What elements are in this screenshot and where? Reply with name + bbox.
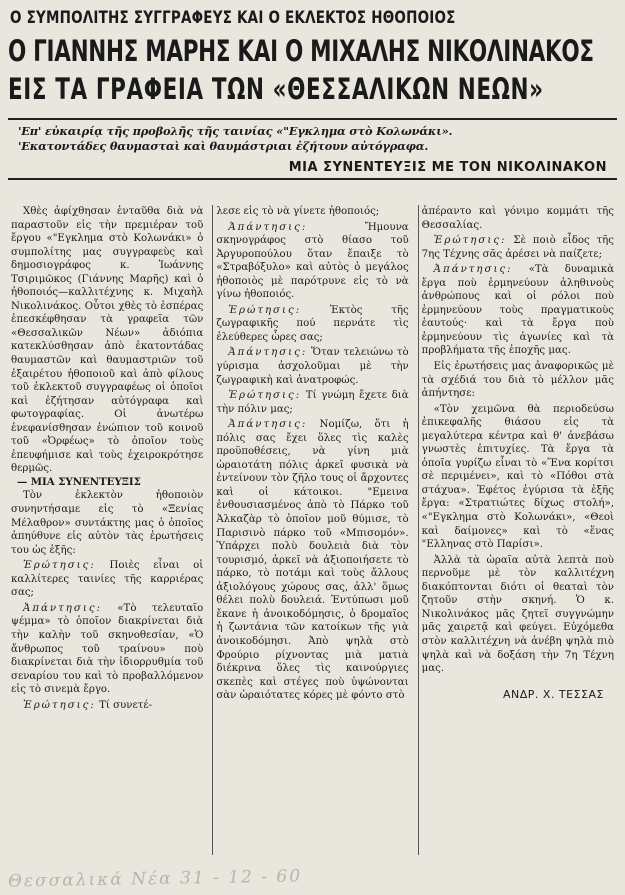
question-text: Τί συνετέ- — [99, 699, 153, 711]
answer-text: Νομίζω, ὅτι ἡ πόλις σας ἔχει ὅλες τὶς καλὲς προϋποθέσεις, νὰ γίνη μιὰ ὡραιοτάτη πόλις ἀρκεῖ φυσικὰ νὰ ἐντείνουν τὸν ζῆλο τους οἱ ἄρχοντες καὶ οἱ κάτοικοι. "Εμεινα ἐνθουσιασμένος ἀπὸ τὸ Πάρκο τοῦ Ἀλκαζὰρ τὸ ὁποῖον μοῦ θύμισε, τὸ Παρισινὸ πάρκο τοῦ «Μπισομόν». Ὑπάρχει πολὺ δουλειὰ διὰ τὸν τουρισμό, ἀρκεῖ νὰ ἀξιοποιήσετε τὸ πάρκο, τὸ ποτάμι καὶ τοὺς ἄλλους ἀξιολόγους χώρους σας, ἀλλ' ὅμως θέλει πολὺ δουλειά. Ἐντύπωσι μοῦ ἔκανε ἡ ἀνοικοδόμησις, ὁ δρομαῖος ἡ ζωντάνια τῶν κατοίκων τῆς γιὰ ἀνοικοδόμησι. Ἀπὸ ψηλὰ στὸ Φρούριο ρίχνοντας μιὰ ματιὰ διέκρινα ὅλες τὶς καινούργιες σκεπὲς καὶ στέγες ποὺ ὑψώνονται σὰν ὡραιότατες κόρες μὲ φόντο στὸ — [216, 419, 409, 702]
subheading: — ΜΙΑ ΣΥΝΕΝΤΕΥΞΙΣ — [17, 475, 141, 488]
paragraph: «Τὸν χειμῶνα θὰ περιοδεύσω ἐπικεφαλῆς θιάσου εἰς τὰ μεγαλύτερα κέντρα καὶ θ' ἀνεβάσω γνωστὲς ἐπιτυχίες. Τὰ ἔργα τὰ ὁποῖα γυρίζω εἶναι τὸ «Ἕνα κορίτσι σὲ περιμένει», καὶ τὸ «Πόθοι στὰ στάχυα». Ἐφέτος ἐγύρισα τὰ ἑξῆς ἔργα: «Στρατιώτες δίχως στολή», «"Εγκλημα στὸ Κολωνάκι», «Θεοὶ καὶ δαίμονες» καὶ τὸ «ἕνας "Ελληνας στὸ Παρίσι». — [421, 403, 614, 551]
question-label: Ἐρώτησις: — [23, 560, 96, 572]
question-label: Ἐρώτησις: — [228, 390, 302, 402]
answer-label: Ἀπάντησις: — [228, 419, 308, 431]
paragraph: λεσε εἰς τὸ νὰ γίνετε ἠθοποιός; — [216, 206, 380, 217]
author-byline: ΑΝΔΡ. Χ. ΤΕΣΣΑΣ — [503, 687, 604, 701]
answer-text: «Τὰ δυναμικὰ ἔργα ποὺ ἑρμηνεύουν ἀληθινοὺς ἀνθρώπους καὶ οἱ ρόλοι ποὺ ἑρμηνεύουν τοὺς πραγματικοὺς ἑαυτούς· καὶ τὰ ἔργα ποὺ ἑρμηνεύουν τὶς ἀγωνίες καὶ τὰ προβλήματα τῆς ἐποχῆς μας. — [421, 264, 614, 357]
answer-label: Ἀπάντησις: — [23, 602, 102, 614]
question-text: Σὲ ποιὸ εἶδος τῆς 7ης Τέχνης σᾶς ἀρέσει νὰ παίζετε; — [421, 235, 614, 260]
question — [422, 234, 614, 261]
answer-label: Ἀπάντησις: — [228, 347, 308, 359]
answer — [216, 346, 408, 387]
answer — [216, 418, 408, 702]
article-columns — [8, 205, 617, 855]
paragraph: Τὸν ἐκλεκτὸν ἠθοποιὸν συνηντήσαμε εἰς τὸ «Ξενίας Μέλαθρον» συντάκτης μας ὁ ὁποῖος ἀπηύθυνε εἰς αὐτὸν τὰς ἐρωτήσεις του ὡς ἑξῆς: — [11, 490, 204, 556]
paragraph: ἀπέραντο καὶ γόνιμο κομμάτι τῆς Θεσσαλίας. — [421, 206, 614, 231]
column-3 — [418, 205, 617, 855]
answer — [422, 263, 614, 358]
headline — [8, 34, 617, 110]
question-text: Τί γνώμη ἔχετε διὰ τὴν πόλιν μας; — [216, 390, 409, 415]
question — [11, 559, 203, 600]
answer-text: Ὅταν τελειώνω τὸ γύρισμα ἀσχολοῦμαι μὲ τὴν ζωγραφικὴ καὶ ἀνατροφώς. — [216, 347, 409, 386]
question-label: Ἐρώτησις: — [228, 304, 302, 316]
paragraph: Εἰς ἐρωτήσεις μας ἀναφορικῶς μὲ τὰ σχέδιά του διὰ τὸ μέλλον μᾶς ἀπήντησε: — [421, 361, 614, 400]
answer — [216, 221, 408, 302]
paragraph: Χθὲς ἀφίχθησαν ἐνταῦθα διὰ νὰ παραστοῦν εἰς τὴν πρεμιέραν τοῦ ἔργου «"Εγκλημα στὸ Κολωνάκι» ὁ συμπολίτης μας συγγραφεὺς καὶ δημοσιογράφος κ. Ἰωάννης Τσιριμῶκος (Γιάννης Μαρῆς) καὶ ὁ ἠθοποιός—καλλιτέχνης κ. Μιχαὴλ Νικολινάκος. Οὗτοι χθὲς τὸ ἑσπέρας ἐπεσκέφθησαν τὰ γραφεῖα τῶν «Θεσσαλικῶν Νέων» ἀδιόπια κατεκλύσθησαν ἀπὸ ἑκατοντάδας θαυμαστῶν καὶ θαυμαστριῶν τοῦ ἐξαιρέτου ἠθοποιοῦ καὶ ἀπὸ φίλους τοῦ ἐκλεκτοῦ συγγραφέως οἱ ὁποῖοι καὶ ἐζήτησαν αὐτόγραφα καὶ φωτογραφίας. Οἱ ἀνωτέρω ἐνεφανίσθησαν ἐνώπιον τοῦ κοινοῦ τοῦ «Ὀρφέως» τὸ ὁποῖον τοὺς ἐπευφήμισε καὶ τοὺς ἐχειροκρότησε θερμῶς. — [11, 206, 204, 475]
answer-label: Ἀπάντησις: — [433, 264, 513, 276]
answer-text: Ἤμουνα σκηνογράφος στὸ θίασο τοῦ Ἀργυροπούλου ὅταν ἔπαιξε τὸ «Στραβόξυλο» καὶ αὐτὸς ὁ μεγάλος ἠθοποιὸς μὲ παρότρυνε εἰς τὸ νὰ γίνω ἠθοποιός. — [216, 221, 409, 301]
kicker: Ο ΣΥΜΠΟΛΙΤΗΣ ΣΥΓΓΡΑΦΕΥΣ ΚΑΙ Ο ΕΚΛΕΚΤΟΣ ΗΘΟΠΟΙΟΣ — [10, 8, 456, 28]
section-rule — [8, 178, 617, 180]
subtitle-line-2: 'Εκατοντάδες θαυμασταὶ καὶ θαυμάστριαι ἐζήτουν αὐτόγραφα. — [18, 139, 429, 153]
column-1 — [8, 205, 206, 855]
question — [216, 304, 408, 345]
answer — [11, 602, 203, 697]
handwritten-annotation: Θεσσαλικά Νέα 31 - 12 - 60 — [7, 866, 303, 892]
question — [11, 699, 203, 713]
headline-rule — [8, 118, 617, 120]
answer-label: Ἀπάντησις: — [228, 221, 308, 233]
column-2 — [212, 205, 411, 855]
question — [216, 389, 408, 416]
question-label: Ἐρώτησις: — [433, 235, 507, 247]
answer-text: «Τὸ τελευταῖο ψέμμα» τὸ ὁποῖον διακρίνεται διὰ τὴν καλὴν τοῦ σκηνοθεσίαν, «Ὁ ἄνθρωπος τοῦ τραίνου» ποὺ διακρίνεται διὰ τὴν ἰδιορρυθμία τοῦ σεναρίου του καὶ τὸ προβαλλόμενον εἰς τὸ σινεμὰ ἔργο. — [11, 602, 204, 696]
question-text: Ἐκτὸς τῆς ζωγραφικῆς πού περνάτε τὶς ἐλεύθερες ὧρες σας; — [216, 304, 409, 343]
section-title: ΜΙΑ ΣΥΝΕΝΤΕΥΞΙΣ ΜΕ ΤΟΝ ΝΙΚΟΛΙΝΑΚΟΝ — [288, 160, 607, 175]
question-text: Ποιὲς εἶναι οἱ καλλίτερες ταινίες τῆς καρριέρας σας; — [11, 560, 204, 599]
headline-line-1: Ο ΓΙΑΝΝΗΣ ΜΑΡΗΣ ΚΑΙ Ο ΜΙΧΑΛΗΣ ΝΙΚΟΛΙΝΑΚΟΣ — [8, 35, 594, 70]
question-label: Ἐρώτησις: — [23, 699, 96, 711]
subtitle-line-1: 'Επ' εὐκαιρίᾳ τῆς προβολῆς τῆς ταινίας «"Εγκλημα στὸ Κολωνάκι». — [18, 124, 453, 138]
paragraph: Ἀλλὰ τὰ ὡραῖα αὐτὰ λεπτὰ ποὺ περνοῦμε μὲ τὸν καλλιτέχνη διακόπτονται διότι οἱ θεαταὶ τὸν ζητοῦν στὴν σκηνή. Ὁ κ. Νικολινάκος μᾶς ζητεῖ συγγνώμην μᾶς χαιρετᾷ καὶ φεύγει. Εὐχόμεθα στὸν καλλιτέχνη νὰ ἀνέβη ψηλὰ πιὸ ψηλὰ καὶ νὰ δοξάση τὴν 7η Τέχνη μας. — [421, 554, 614, 675]
headline-line-2: ΕΙΣ ΤΑ ΓΡΑΦΕΙΑ ΤΩΝ «ΘΕΣΣΑΛΙΚΩΝ ΝΕΩΝ» — [8, 73, 544, 107]
